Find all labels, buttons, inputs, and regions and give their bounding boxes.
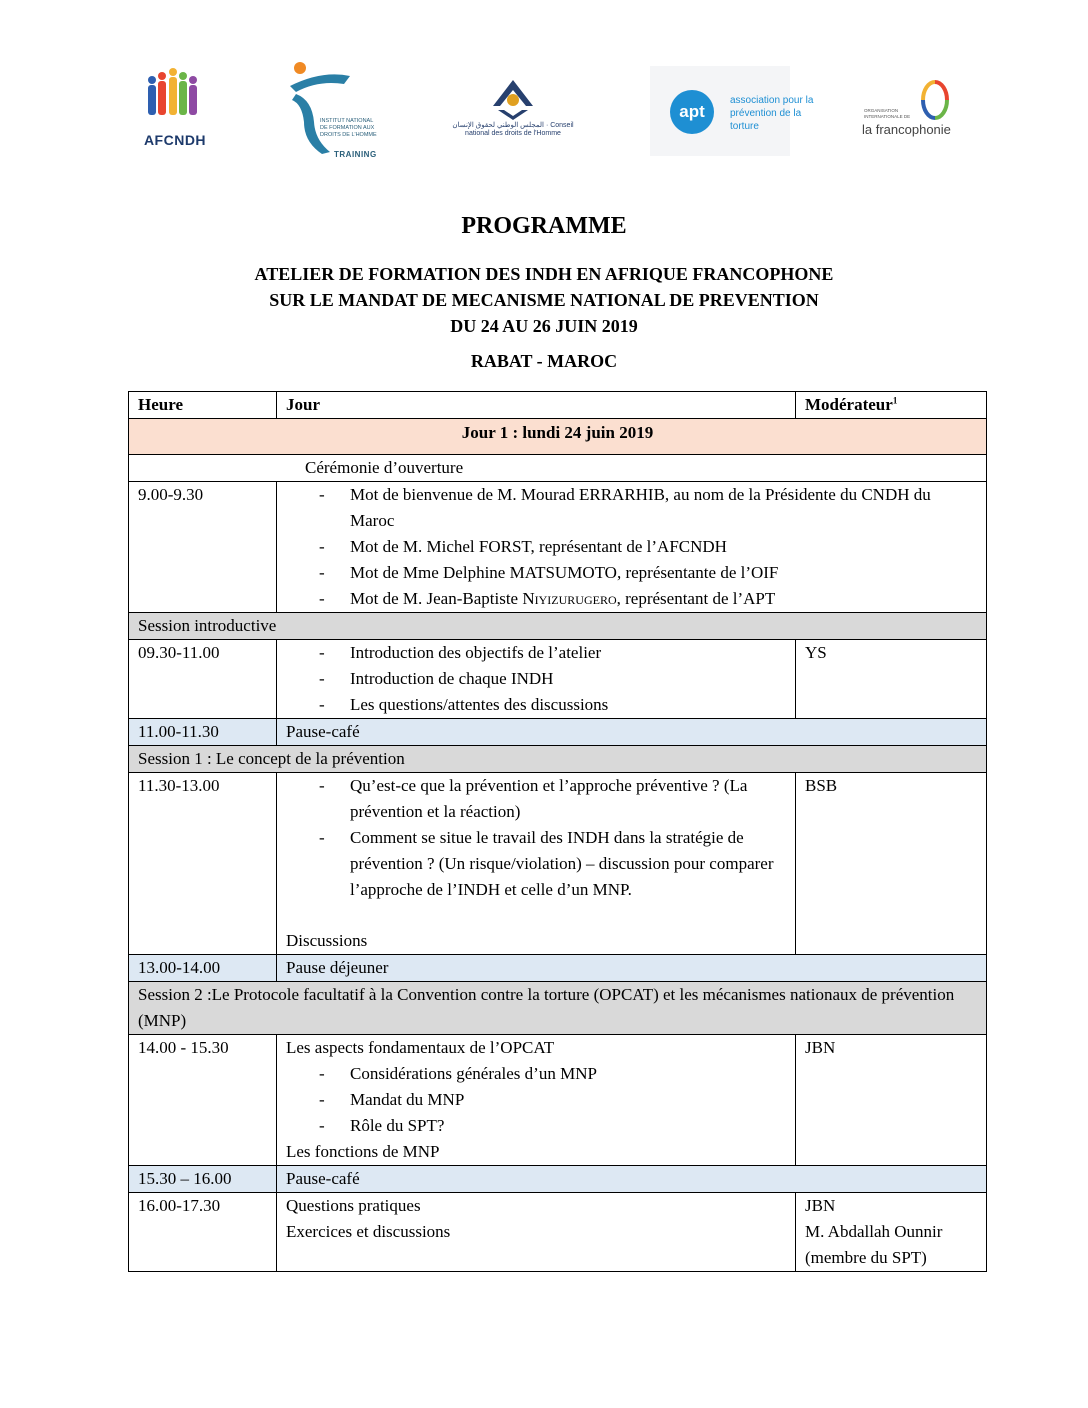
- row-line: Questions pratiques: [286, 1196, 421, 1215]
- subtitle-line-2: SUR LE MANDAT DE MECANISME NATIONAL DE PREVENTION: [269, 290, 819, 310]
- row-time: 11.00-11.30: [129, 719, 277, 746]
- row-line: Exercices et discussions: [286, 1222, 451, 1241]
- francophonie-logo: [862, 78, 962, 158]
- break-label: Pause-café: [277, 1166, 987, 1193]
- row-time: 14.00 - 15.30: [129, 1035, 277, 1166]
- list-item: - Mandat du MNP: [309, 1087, 786, 1113]
- header-moderateur-label: Modérateur: [805, 395, 893, 414]
- row-moderator: BSB: [796, 773, 987, 955]
- header-heure: Heure: [129, 392, 277, 419]
- session-2-list: [286, 1061, 786, 1139]
- subtitle-line-1: ATELIER DE FORMATION DES INDH EN AFRIQUE FRANCOPHONE: [254, 264, 834, 284]
- table-row: [129, 482, 987, 613]
- moderator-line: JBN: [805, 1196, 836, 1215]
- cndh-logo-text: المجلس الوطني لحقوق الإنسان · Conseil national des droits de l'Homme: [452, 122, 574, 137]
- break-row: [129, 955, 987, 982]
- institut-logo-training: TRAINING: [334, 150, 377, 159]
- session-1-heading: Session 1 : Le concept de la prévention: [129, 746, 987, 773]
- row-time: 9.00-9.30: [129, 482, 277, 613]
- break-label: Pause déjeuner: [277, 955, 987, 982]
- institut-emblem-icon: [282, 60, 382, 160]
- section-row: [129, 746, 987, 773]
- row-moderator: JBN: [796, 1035, 987, 1166]
- list-item: - Considérations générales d’un MNP: [309, 1061, 786, 1087]
- break-row: [129, 719, 987, 746]
- row-moderator: YS: [796, 640, 987, 719]
- break-row: [129, 1166, 987, 1193]
- table-row: [129, 773, 987, 955]
- row-time: 09.30-11.00: [129, 640, 277, 719]
- list-item: - Les questions/attentes des discussions: [309, 692, 786, 718]
- day-1-heading: Jour 1 : lundi 24 juin 2019: [129, 419, 987, 455]
- footnote-marker: 1: [892, 395, 898, 406]
- page-subtitle: [0, 261, 1088, 339]
- cndh-emblem-icon: [448, 76, 578, 122]
- institut-logo-text: INSTITUT NATIONAL DE FORMATION AUX DROITS DE L'HOMME: [320, 118, 377, 138]
- list-item: - Comment se situe le travail des INDH dans la stratégie de prévention ? (Un risque/violation) – discussion pour comparer l’approche de l’INDH et celle d’un MNP.: [309, 825, 784, 903]
- ceremony-heading: Cérémonie d’ouverture: [129, 455, 987, 482]
- list-item: - Introduction de chaque INDH: [309, 666, 786, 692]
- row-time: 15.30 – 16.00: [129, 1166, 277, 1193]
- list-item: - Mot de Mme Delphine MATSUMOTO, représentante de l’OIF: [309, 560, 937, 586]
- afcndh-people-icon: [146, 68, 202, 128]
- institut-formation-logo: [282, 60, 382, 160]
- cndh-logo: [448, 76, 578, 156]
- list-item: - Rôle du SPT?: [309, 1113, 786, 1139]
- apt-logo-text: association pour la prévention de la torture: [730, 95, 814, 132]
- afcndh-logo-text: AFCNDH: [143, 132, 207, 148]
- francophonie-ring-icon: [920, 78, 950, 122]
- section-row: [129, 982, 987, 1035]
- programme-table: [128, 391, 987, 1272]
- row-content: [277, 1035, 796, 1166]
- partner-logos: [130, 58, 970, 168]
- opening-speeches-list: [286, 482, 977, 612]
- table-row: [129, 1035, 987, 1166]
- session-intro-heading: Session introductive: [129, 613, 987, 640]
- row-content: [277, 482, 987, 613]
- session-2-heading: Session 2 :Le Protocole facultatif à la Convention contre la torture (OPCAT) et les mécanismes nationaux de prévention (MNP): [129, 982, 987, 1035]
- spacer: [286, 903, 786, 928]
- row-moderator: [796, 1193, 987, 1272]
- row-note: Discussions: [286, 931, 368, 950]
- table-header-row: [129, 392, 987, 419]
- page-title: PROGRAMME: [461, 213, 627, 239]
- header-jour: Jour: [277, 392, 796, 419]
- moderator-line: (membre du SPT): [805, 1248, 927, 1267]
- row-content: [277, 640, 796, 719]
- break-label: Pause-café: [277, 719, 987, 746]
- apt-logo-circle: apt: [670, 90, 714, 134]
- row-content: [277, 773, 796, 955]
- table-row: [129, 640, 987, 719]
- francophonie-logo-text: la francophonie: [862, 122, 951, 137]
- speaker-surname: Niyizurugero: [522, 589, 617, 608]
- session-1-list: [286, 773, 786, 903]
- subtitle-line-3: DU 24 AU 26 JUIN 2019: [450, 316, 638, 336]
- row-note: Les fonctions de MNP: [286, 1142, 440, 1161]
- event-location: RABAT - MAROC: [470, 351, 618, 371]
- day-row: [129, 419, 987, 455]
- moderator-line: M. Abdallah Ounnir: [805, 1222, 943, 1241]
- row-content: [277, 1193, 796, 1272]
- row-time: 11.30-13.00: [129, 773, 277, 955]
- intro-list: [286, 640, 786, 718]
- francophonie-logo-small-text: ORGANISATION INTERNATIONALE DE: [864, 108, 911, 119]
- row-intro: Les aspects fondamentaux de l’OPCAT: [286, 1038, 555, 1057]
- list-item: [309, 586, 937, 612]
- list-item-text: Mot de M. Jean-Baptiste: [350, 589, 523, 608]
- row-time: 16.00-17.30: [129, 1193, 277, 1272]
- row-time: 13.00-14.00: [129, 955, 277, 982]
- list-item: - Mot de M. Michel FORST, représentant de l’AFCNDH: [309, 534, 937, 560]
- list-item: - Qu’est-ce que la prévention et l’approche préventive ? (La prévention et la réaction): [309, 773, 784, 825]
- list-item: - Mot de bienvenue de M. Mourad ERRARHIB, au nom de la Présidente du CNDH du Maroc: [309, 482, 937, 534]
- section-row: [129, 613, 987, 640]
- apt-logo: [650, 66, 814, 156]
- table-row: [129, 455, 987, 482]
- list-item: - Introduction des objectifs de l’atelier: [309, 640, 786, 666]
- header-moderateur: [796, 392, 987, 419]
- table-row: [129, 1193, 987, 1272]
- list-item-text: , représentant de l’APT: [616, 589, 776, 608]
- afcndh-logo: [140, 68, 210, 148]
